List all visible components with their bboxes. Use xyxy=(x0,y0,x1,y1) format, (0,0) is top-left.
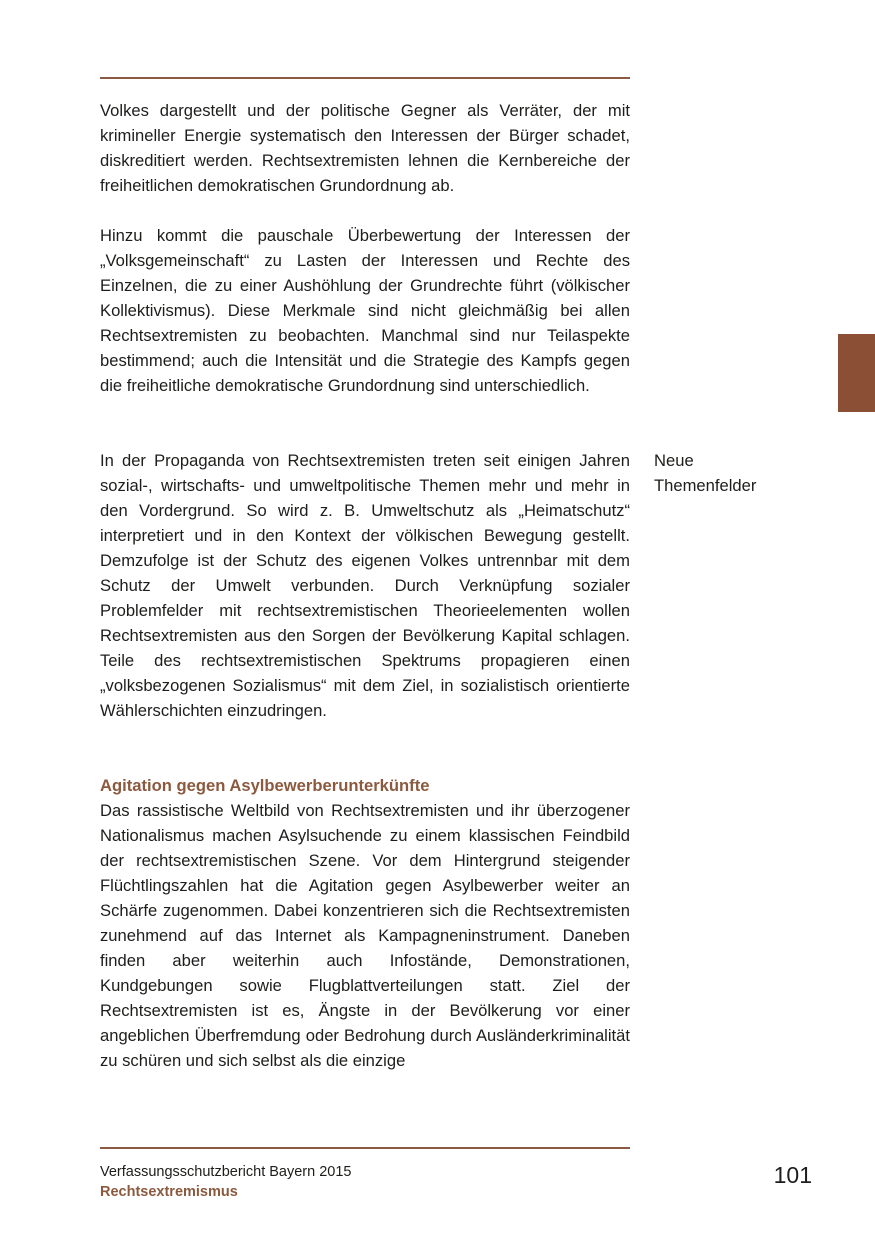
margin-note-line-2: Themenfelder xyxy=(654,476,757,495)
footer-publication: Verfassungsschutzbericht Bayern 2015 xyxy=(100,1164,352,1180)
body-paragraph-3: In der Propaganda von Rechtsextremisten treten seit einigen Jahren sozial-, wirtschafts- und umweltpolitische Themen mehr und mehr in den Vordergrund. So wird z. B. Umweltschutz als „Heimatschutz“ interpretiert und in den Kontext der völkischen Bewegung gestellt. Demzufolge ist der Schutz des eigenen Volkes untrennbar mit dem Schutz der Umwelt verbunden. Durch Verknüpfung sozialer Problemfelder mit rechtsextremistischen Theorieelementen wollen Rechtsextremisten aus den Sorgen der Bevölkerung Kapital schlagen. Teile des rechtsextremistischen Spektrums propagieren einen „volksbezogenen Sozialismus“ mit dem Ziel, in sozialistisch orientierte Wählerschichten einzudringen. xyxy=(100,451,630,720)
page-number: 101 xyxy=(773,1162,812,1188)
body-paragraph-2: Hinzu kommt die pauschale Überbewertung der Interessen der „Volksgemeinschaft“ zu Lasten der Interessen und Rechte des Einzelnen, die zu einer Aushöhlung der Grundrechte führt (völkischer Kollektivismus). Diese Merkmale sind nicht gleichmäßig bei allen Rechtsextremisten zu beobachten. Manchmal sind nur Teilaspekte bestimmend; auch die Intensität und die Strategie des Kampfs gegen die freiheitliche demokratische Grundordnung sind unterschiedlich. xyxy=(100,226,630,395)
chapter-tab-marker xyxy=(838,334,875,412)
section-heading: Agitation gegen Asylbewerberunterkünfte xyxy=(100,776,430,795)
footer-chapter: Rechtsextremismus xyxy=(100,1184,238,1200)
top-rule xyxy=(100,77,630,79)
body-paragraph-1: Volkes dargestellt und der politische Gegner als Verräter, der mit krimineller Energie systematisch den Interessen der Bürger schadet, diskreditiert werden. Rechtsextremisten lehnen die Kernbereiche der freiheitlichen demokratischen Grundordnung ab. xyxy=(100,101,630,195)
body-paragraph-4: Das rassistische Weltbild von Rechtsextremisten und ihr überzogener Nationalismus machen Asylsuchende zu einem klassischen Feindbild der rechtsextremistischen Szene. Vor dem Hintergrund steigender Flüchtlingszahlen hat die Agitation gegen Asylbewerber weiter an Schärfe zugenommen. Dabei konzentrieren sich die Rechtsextremisten zunehmend auf das Internet als Kampagneninstrument. Daneben finden aber weiterhin auch Infostände, Demonstrationen, Kundgebungen sowie Flugblattverteilungen statt. Ziel der Rechtsextremisten ist es, Ängste in der Bevölkerung vor einer angeblichen Überfremdung oder Bedrohung durch Ausländerkriminalität zu schüren und sich selbst als die einzige xyxy=(100,801,630,1070)
margin-note xyxy=(654,448,854,498)
margin-note-line-1: Neue xyxy=(654,451,694,470)
footer-rule xyxy=(100,1147,630,1149)
